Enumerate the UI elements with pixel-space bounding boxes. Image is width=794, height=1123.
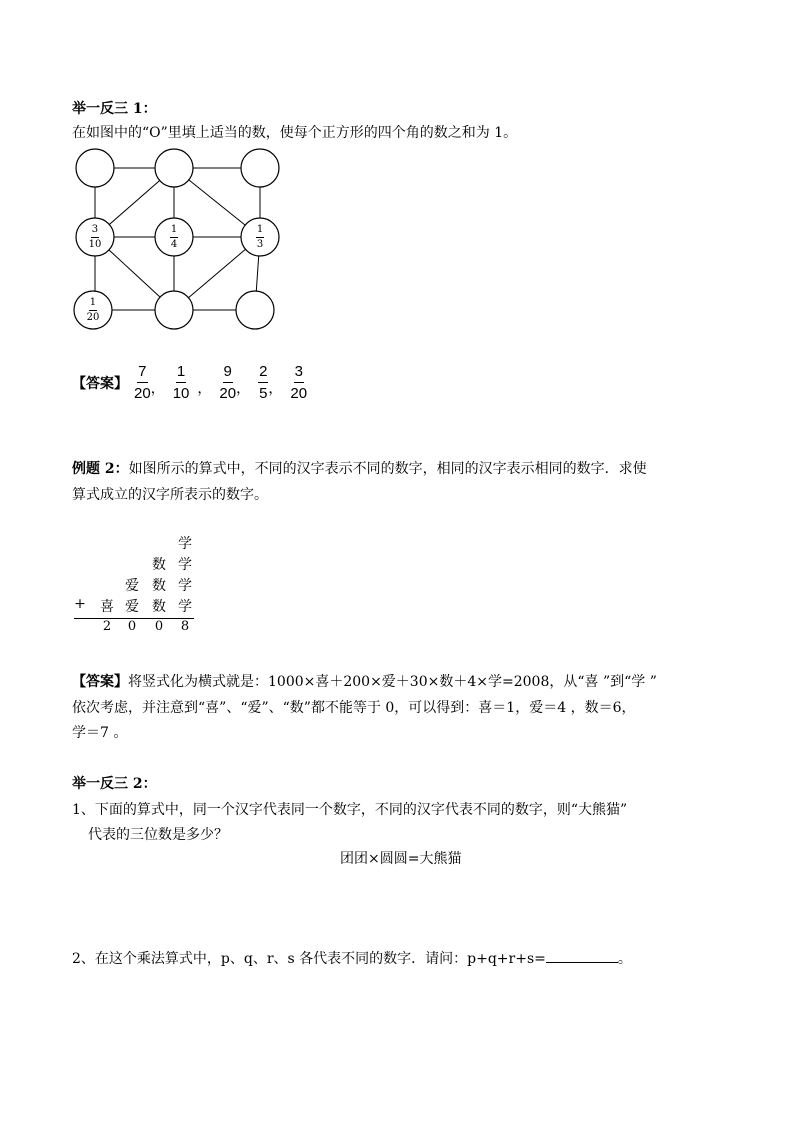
answer-fraction-5: $\frac{3}{20}$ bbox=[290, 363, 308, 402]
v-r3-c2: 爱 bbox=[125, 578, 139, 594]
section2-q2: 2、在这个乘法算式中，p、q、r、s 各代表不同的数字．请问：p+q+r+s= 。 bbox=[72, 951, 632, 967]
square-diagram bbox=[70, 145, 285, 335]
section1-answer bbox=[72, 364, 307, 401]
example2-answer-label: 【答案】 bbox=[72, 674, 128, 690]
node-bot-right bbox=[236, 291, 274, 329]
section2-q1-equation: 团团×圆圆=大熊猫 bbox=[340, 851, 462, 867]
node-top-center bbox=[155, 149, 193, 187]
example2-line2: 算式成立的汉字所表示的数字。 bbox=[72, 487, 268, 503]
example2-label: 例题 2： bbox=[72, 461, 129, 477]
answer-sep: ， bbox=[197, 380, 212, 397]
node-top-right bbox=[241, 149, 279, 187]
v-r4-c3: 数 bbox=[152, 599, 166, 615]
answer-sep: ， bbox=[150, 380, 165, 397]
example2-answer-line1: 【答案】将竖式化为横式就是：1000×喜＋200×爱＋30×数＋4×学=2008，从“喜 ”到“学 ” bbox=[72, 674, 657, 690]
answer-sep: ， bbox=[268, 380, 283, 397]
node-mid-left-value: $\frac{3}{10}$ bbox=[88, 224, 102, 250]
v-r3-c3: 数 bbox=[152, 578, 166, 594]
v-op-plus: + bbox=[74, 596, 86, 612]
v-r1-c4: 学 bbox=[178, 536, 192, 552]
example2-answer-line3: 学＝7 。 bbox=[72, 725, 128, 741]
answer-blank bbox=[546, 950, 618, 963]
section2-q1-line1: 1、下面的算式中，同一个汉字代表同一个数字，不同的汉字代表不同的数字，则“大熊猫” bbox=[72, 802, 628, 818]
v-r2-c3: 数 bbox=[152, 557, 166, 573]
answer-fraction-1: $\frac{7}{20}$ bbox=[134, 363, 151, 402]
section2-heading: 举一反三 2： bbox=[72, 776, 157, 792]
answer-sep: ， bbox=[236, 380, 251, 397]
v-res-c2: 0 bbox=[127, 619, 137, 634]
v-res-c1: 2 bbox=[102, 619, 112, 634]
example2-line1: 例题 2：如图所示的算式中，不同的汉字表示不同的数字，相同的汉字表示相同的数字．求使 bbox=[72, 461, 647, 477]
node-mid-center-value: $\frac{1}{4}$ bbox=[170, 224, 178, 250]
node-bot-left-value: $\frac{1}{20}$ bbox=[86, 297, 100, 323]
v-r4-c2: 爱 bbox=[125, 599, 139, 615]
section1-prompt: 在如图中的“O”里填上适当的数，使每个正方形的四个角的数之和为 1。 bbox=[72, 125, 518, 141]
answer-fraction-4: $\frac{2}{5}$ bbox=[259, 363, 268, 402]
answer-fraction-2: $\frac{1}{10}$ bbox=[172, 363, 190, 402]
answer-fraction-3: $\frac{9}{20}$ bbox=[219, 363, 237, 402]
v-r2-c4: 学 bbox=[178, 557, 192, 573]
example2-answer-line2: 依次考虑，并注意到“喜”、“爱”、“数”都不能等于 0，可以得到：喜＝1，爱＝4 ，数＝6， bbox=[72, 700, 636, 716]
section1-heading: 举一反三 1： bbox=[72, 101, 157, 117]
node-bot-center bbox=[155, 291, 193, 329]
node-top-left bbox=[76, 149, 114, 187]
node-mid-right-value: $\frac{1}{3}$ bbox=[256, 224, 264, 250]
v-res-c3: 0 bbox=[154, 619, 164, 634]
v-res-c4: 8 bbox=[180, 619, 190, 634]
v-r3-c4: 学 bbox=[178, 578, 192, 594]
v-r4-c4: 学 bbox=[178, 599, 192, 615]
section2-q1-line2: 代表的三位数是多少？ bbox=[88, 827, 228, 843]
v-r4-c1: 喜 bbox=[100, 599, 114, 615]
answer-label: 【答案】 bbox=[72, 375, 128, 392]
